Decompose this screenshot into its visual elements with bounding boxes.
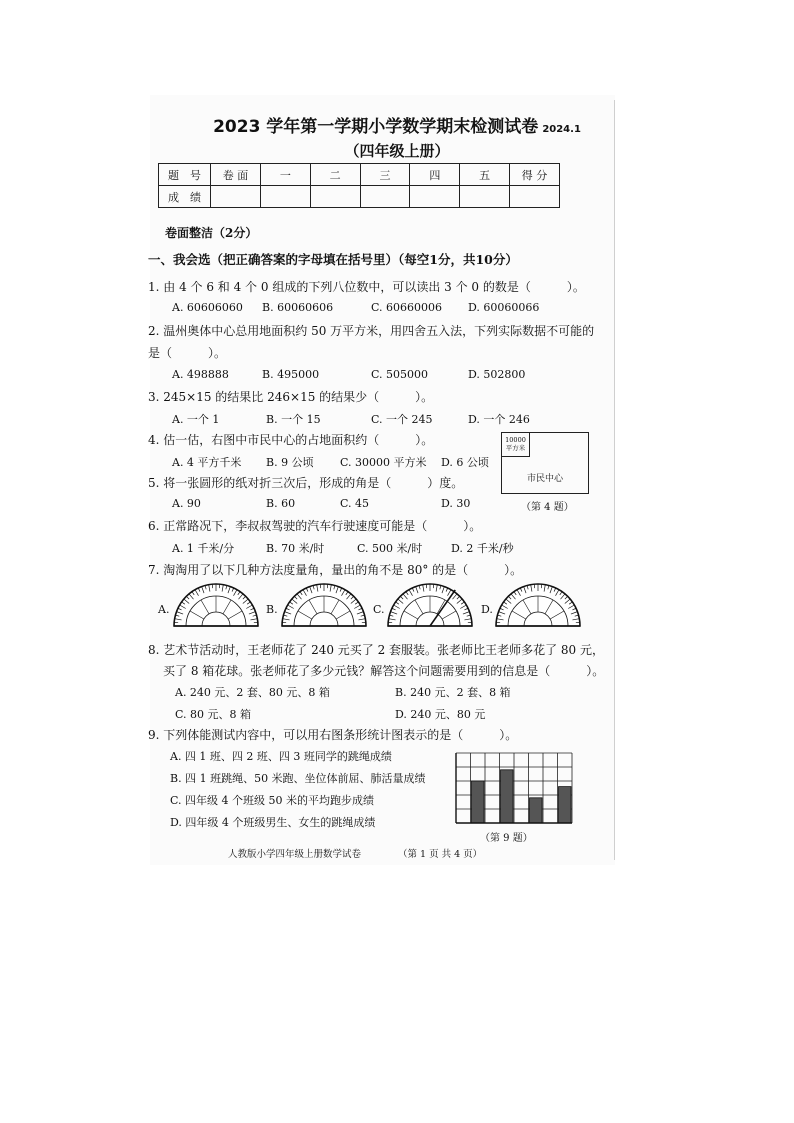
option: C. bbox=[373, 603, 385, 616]
protractor-c bbox=[386, 582, 474, 628]
footer-left: 人教版小学四年级上册数学试卷 bbox=[228, 849, 362, 860]
score-cell: 得 分 bbox=[510, 164, 560, 186]
option: A. 4 平方千米 bbox=[172, 456, 242, 469]
option: B. 240 元、2 套、8 箱 bbox=[395, 686, 511, 699]
score-cell: 五 bbox=[460, 164, 510, 186]
fig4-small-label: 10000 bbox=[505, 436, 526, 444]
option: D. 四年级 4 个班级男生、女生的跳绳成绩 bbox=[170, 816, 376, 829]
option: C. 45 bbox=[340, 497, 370, 510]
question-2: 2. 温州奥体中心总用地面积约 50 万平方米，用四舍五入法，下列实际数据不可能的 bbox=[148, 324, 595, 338]
section-heading: 一、我会选（把正确答案的字母填在括号里）（每空1分，共10分） bbox=[148, 252, 518, 267]
option: A. 1 千米/分 bbox=[172, 542, 235, 555]
paper-edge bbox=[614, 100, 615, 860]
protractor-b-svg bbox=[280, 582, 368, 628]
option: B. 495000 bbox=[262, 368, 320, 381]
question-4: 4. 估一估，右图中市民中心的占地面积约（ ）。 bbox=[148, 433, 434, 447]
score-table-header-row bbox=[159, 164, 560, 186]
fig9-chart-svg bbox=[452, 751, 576, 825]
score-cell: 一 bbox=[260, 164, 310, 186]
chart-bar bbox=[501, 770, 514, 823]
option: B. 四 1 班跳绳、50 米跑、坐位体前屈、肺活量成绩 bbox=[170, 772, 426, 785]
fig4-small-unit: 平方米 bbox=[505, 444, 526, 452]
exam-date: 2024.1 bbox=[542, 124, 581, 135]
score-cell: 二 bbox=[310, 164, 360, 186]
option: C. 四年级 4 个班级 50 米的平均跑步成绩 bbox=[170, 794, 374, 807]
footer-right: （第 1 页 共 4 页） bbox=[398, 849, 483, 860]
score-cell: 三 bbox=[360, 164, 410, 186]
option: A. 60606060 bbox=[172, 301, 243, 314]
score-input-cell[interactable] bbox=[510, 186, 560, 208]
option: A. bbox=[158, 603, 170, 616]
option: B. 70 米/时 bbox=[266, 542, 325, 555]
question-8: 8. 艺术节活动时，王老师花了 240 元买了 2 套服装。张老师比王老师多花了 80 元， bbox=[148, 643, 604, 657]
question-6: 6. 正常路况下，李叔叔驾驶的汽车行驶速度可能是（ ）。 bbox=[148, 519, 482, 533]
question-3: 3. 245×15 的结果比 246×15 的结果少（ ）。 bbox=[148, 390, 434, 404]
protractor-d bbox=[494, 582, 582, 628]
exam-title: 2023 学年第一学期小学数学期末检测试卷 2024.1 bbox=[213, 117, 581, 137]
chart-bar bbox=[559, 787, 572, 823]
option: D. 一个 246 bbox=[468, 413, 530, 426]
score-input-cell[interactable] bbox=[310, 186, 360, 208]
option: A. 一个 1 bbox=[172, 413, 220, 426]
option: C. 30000 平方米 bbox=[340, 456, 427, 469]
score-input-cell[interactable] bbox=[460, 186, 510, 208]
option: C. 505000 bbox=[371, 368, 429, 381]
chart-bar bbox=[530, 798, 543, 823]
option: D. bbox=[481, 603, 493, 616]
question-8-cont: 买了 8 箱花球。张老师花了多少元钱？解答这个问题需要用到的信息是（ ）。 bbox=[163, 664, 605, 678]
score-input-cell[interactable] bbox=[410, 186, 460, 208]
option: B. 9 公顷 bbox=[266, 456, 314, 469]
protractor-c-svg bbox=[386, 582, 474, 628]
option: A. 240 元、2 套、80 元、8 箱 bbox=[175, 686, 330, 699]
option: A. 498888 bbox=[172, 368, 229, 381]
option: D. 30 bbox=[441, 497, 471, 510]
question-9: 9. 下列体能测试内容中，可以用右图条形统计图表示的是（ ）。 bbox=[148, 728, 518, 742]
question-2-cont: 是（ ）。 bbox=[148, 346, 227, 360]
score-input-cell[interactable] bbox=[360, 186, 410, 208]
protractor-a-svg bbox=[172, 582, 260, 628]
option: C. 60660006 bbox=[371, 301, 443, 314]
score-table bbox=[158, 163, 560, 208]
score-table-score-row bbox=[159, 186, 560, 208]
protractor-d-svg bbox=[494, 582, 582, 628]
protractor-a bbox=[172, 582, 260, 628]
option: D. 240 元、80 元 bbox=[395, 708, 486, 721]
option: D. 2 千米/秒 bbox=[451, 542, 514, 555]
option: A. 90 bbox=[172, 497, 201, 510]
score-input-cell[interactable] bbox=[260, 186, 310, 208]
option: D. 60060066 bbox=[468, 301, 540, 314]
neatness-note: 卷面整洁（2分） bbox=[165, 226, 258, 240]
fig4-small-square bbox=[502, 433, 530, 457]
fig4-caption: （第 4 题） bbox=[521, 502, 574, 513]
question-5: 5. 将一张圆形的纸对折三次后，形成的角是（ ）度。 bbox=[148, 476, 464, 490]
chart-bar bbox=[472, 781, 485, 823]
fig4-diagram bbox=[501, 432, 589, 494]
option: C. 80 元、8 箱 bbox=[175, 708, 252, 721]
option: C. 一个 245 bbox=[371, 413, 433, 426]
score-input-cell[interactable] bbox=[211, 186, 261, 208]
question-7: 7. 淘淘用了以下几种方法度量角，量出的角不是 80° 的是（ ）。 bbox=[148, 563, 523, 577]
fig9-caption: （第 9 题） bbox=[480, 833, 533, 844]
exam-subtitle: （四年级上册） bbox=[344, 142, 450, 160]
score-cell: 卷 面 bbox=[211, 164, 261, 186]
fig9-bar-chart bbox=[452, 751, 576, 829]
score-cell: 题 号 bbox=[159, 164, 211, 186]
protractor-b bbox=[280, 582, 368, 628]
option: B. bbox=[266, 603, 278, 616]
score-cell: 成 绩 bbox=[159, 186, 211, 208]
fig4-big-label: 市民中心 bbox=[526, 474, 563, 484]
question-1: 1. 由 4 个 6 和 4 个 0 组成的下列八位数中，可以读出 3 个 0 的数是（ ）。 bbox=[148, 280, 585, 294]
option: D. 6 公顷 bbox=[441, 456, 489, 469]
option: B. 60060606 bbox=[262, 301, 334, 314]
option: C. 500 米/时 bbox=[357, 542, 423, 555]
option: B. 一个 15 bbox=[266, 413, 321, 426]
option: A. 四 1 班、四 2 班、四 3 班同学的跳绳成绩 bbox=[170, 750, 392, 763]
score-cell: 四 bbox=[410, 164, 460, 186]
option: D. 502800 bbox=[468, 368, 526, 381]
option: B. 60 bbox=[266, 497, 296, 510]
